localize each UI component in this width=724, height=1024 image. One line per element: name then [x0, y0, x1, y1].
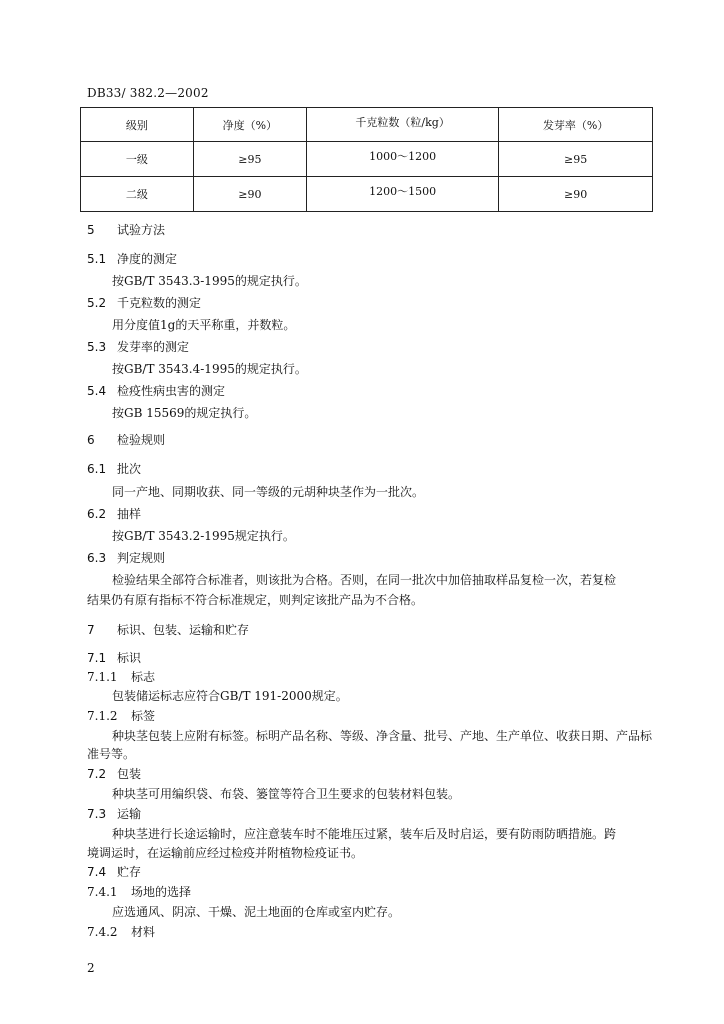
document-code-header: DB33/ 382.2—2002	[87, 86, 209, 100]
table-row	[81, 142, 653, 177]
section-title: 批次	[117, 462, 142, 476]
paragraph: 包装储运标志应符合GB/T 191-2000规定。	[112, 689, 348, 703]
paragraph: 种块茎进行长途运输时，应注意装车时不能堆压过紧，装车后及时启运，要有防雨防晒措施。跨	[112, 827, 617, 841]
paragraph-continuation: 准号等。	[87, 747, 136, 761]
subsection-heading	[87, 461, 141, 477]
paragraph: 应选通风、阴凉、干燥、泥土地面的仓库或室内贮存。	[112, 905, 401, 919]
table-row	[81, 177, 653, 212]
section-number: 7.1.2	[87, 709, 118, 723]
section-title: 检验规则	[117, 433, 166, 447]
section-number: 7.1.1	[87, 670, 118, 684]
clause-heading	[87, 669, 155, 685]
section-title: 场地的选择	[131, 885, 192, 899]
table-header-cell: 发芽率（%）	[499, 108, 653, 142]
subsection-heading	[87, 864, 141, 880]
table-cell: ≥90	[499, 177, 653, 212]
section-title: 标识、包装、运输和贮存	[117, 623, 250, 637]
section-number: 5.1	[87, 252, 107, 266]
table-cell: 1200～1500	[306, 177, 498, 212]
section-title: 运输	[117, 807, 142, 821]
table-header-cell: 净度（%）	[193, 108, 306, 142]
section-number: 6.1	[87, 462, 107, 476]
clause-heading	[87, 884, 191, 900]
table-cell: ≥95	[499, 142, 653, 177]
section-number: 6.2	[87, 507, 107, 521]
paragraph: 按GB 15569的规定执行。	[112, 406, 257, 420]
paragraph: 用分度值1g的天平称重，并数粒。	[112, 318, 296, 332]
paragraph: 按GB/T 3543.4-1995的规定执行。	[112, 362, 307, 376]
subsection-heading	[87, 650, 141, 666]
section-title: 千克粒数的测定	[117, 296, 202, 310]
section-number: 7.1	[87, 651, 107, 665]
subsection-heading	[87, 550, 165, 566]
section-title: 抽样	[117, 507, 142, 521]
section-number: 7.4.1	[87, 885, 118, 899]
section-title: 发芽率的测定	[117, 340, 190, 354]
subsection-heading	[87, 506, 141, 522]
section-title: 试验方法	[117, 223, 166, 237]
section-title: 贮存	[117, 865, 142, 879]
subsection-heading	[87, 383, 225, 399]
paragraph: 按GB/T 3543.3-1995的规定执行。	[112, 274, 307, 288]
table-header-cell: 千克粒数（粒/kg）	[306, 108, 498, 142]
paragraph: 同一产地、同期收获、同一等级的元胡种块茎作为一批次。	[112, 485, 425, 499]
clause-heading	[87, 708, 155, 724]
section-title: 包装	[117, 767, 142, 781]
table-header-cell: 级别	[81, 108, 194, 142]
subsection-heading	[87, 766, 141, 782]
page-number: 2	[87, 961, 95, 975]
section-title: 判定规则	[117, 551, 166, 565]
section-heading	[87, 432, 165, 448]
section-title: 检疫性病虫害的测定	[117, 384, 226, 398]
section-title: 净度的测定	[117, 252, 178, 266]
section-number: 5.3	[87, 340, 107, 354]
paragraph: 种块茎包装上应附有标签。标明产品名称、等级、净含量、批号、产地、生产单位、收获日期、产品标	[112, 729, 653, 743]
table-cell: 二级	[81, 177, 194, 212]
paragraph: 种块茎可用编织袋、布袋、篓筐等符合卫生要求的包装材料包装。	[112, 787, 461, 801]
section-number: 5.4	[87, 384, 107, 398]
subsection-heading	[87, 251, 177, 267]
section-number: 7.4.2	[87, 925, 118, 939]
section-number: 5	[87, 223, 95, 237]
paragraph-continuation: 结果仍有原有指标不符合标准规定，则判定该批产品为不合格。	[87, 593, 424, 607]
section-number: 6	[87, 433, 95, 447]
section-number: 7.4	[87, 865, 107, 879]
grade-spec-table	[80, 107, 653, 212]
subsection-heading	[87, 806, 141, 822]
section-title: 标识	[117, 651, 142, 665]
section-title: 材料	[131, 925, 156, 939]
table-header-row	[81, 108, 653, 142]
paragraph-continuation: 境调运时，在运输前应经过检疫并附植物检疫证书。	[87, 846, 364, 860]
paragraph: 按GB/T 3543.2-1995规定执行。	[112, 529, 295, 543]
subsection-heading	[87, 295, 201, 311]
table-cell: 一级	[81, 142, 194, 177]
section-number: 7	[87, 623, 95, 637]
section-heading	[87, 622, 249, 638]
section-number: 6.3	[87, 551, 107, 565]
subsection-heading	[87, 339, 189, 355]
table-cell: ≥90	[193, 177, 306, 212]
table-cell: ≥95	[193, 142, 306, 177]
table-cell: 1000～1200	[306, 142, 498, 177]
clause-heading	[87, 924, 155, 940]
section-heading	[87, 222, 165, 238]
section-number: 5.2	[87, 296, 107, 310]
section-number: 7.3	[87, 807, 107, 821]
section-title: 标签	[131, 709, 156, 723]
section-number: 7.2	[87, 767, 107, 781]
paragraph: 检验结果全部符合标准者，则该批为合格。否则，在同一批次中加倍抽取样品复检一次，若复检	[112, 573, 617, 587]
section-title: 标志	[131, 670, 156, 684]
